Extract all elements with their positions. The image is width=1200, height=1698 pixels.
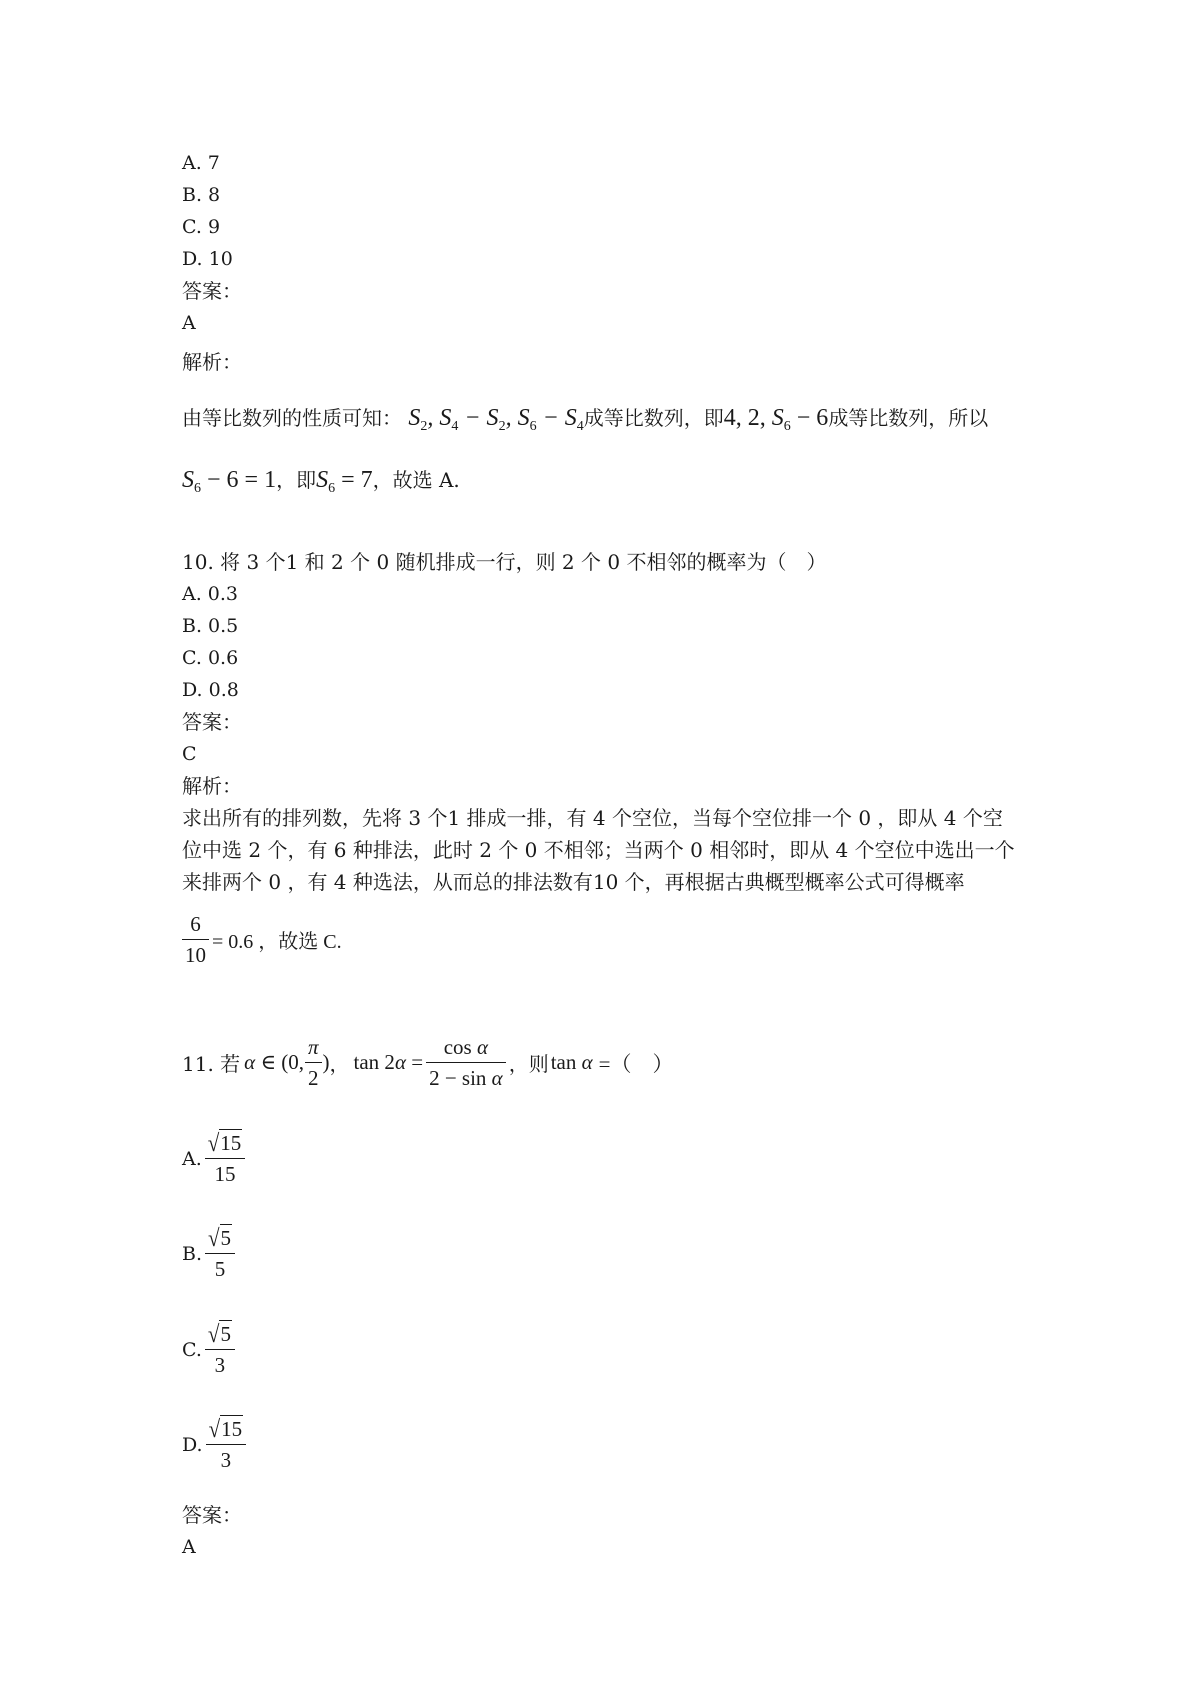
q9-analysis-line2-end: ，故选 A. (372, 468, 460, 492)
q10-analysis-line-2: 位中选 2 个，有 6 种排法，此时 2 个 0 不相邻；当两个 0 相邻时，即从 4 个空位中选出一个 (182, 838, 1015, 862)
q9-analysis-prefix: 由等比数列的性质可知： (182, 406, 402, 430)
q11-answer: A (182, 1536, 196, 1558)
q11-option-c: C. $\frac{√5}{3}$ (182, 1322, 238, 1377)
q11-question: 11. 若 α ∈ (0, $\frac{\pi}{2}$ ) ， tan 2α = $\frac{\text{cos α}}{\text{2 − sin α}}$ ，则 tan α =（ ） (182, 1035, 674, 1090)
q9-analysis-line2-mid: ，即 (276, 468, 317, 492)
q10-final-rest: = 0.6 ，故选 C. (212, 931, 342, 953)
q9-analysis-mid1: 成等比数列，即 (583, 406, 724, 430)
q9-formula-eq2: $S_6 = 7$ (316, 467, 373, 496)
q11-sep1: ， (329, 1052, 350, 1076)
q10-option-d: D. 0.8 (182, 679, 239, 701)
q11-cos-fraction: $\frac{\text{cos α}}{\text{2 − sin α}}$ (426, 1035, 506, 1090)
q11-option-b-fraction: $\frac{√5}{5}$ (205, 1226, 235, 1281)
q10-question: 10. 将 3 个1 和 2 个 0 随机排成一行，则 2 个 0 不相邻的概率为（ ） (182, 550, 827, 574)
q10-answer: C (182, 743, 197, 765)
q11-option-b: B. $\frac{√5}{5}$ (182, 1226, 238, 1281)
q10-option-a: A. 0.3 (182, 583, 239, 605)
q10-final-fraction: $\frac{6}{10}$ (182, 912, 209, 967)
q11-formula-domain: α ∈ (0, (244, 1050, 304, 1074)
q10-analysis-line-3: 来排两个 0 ，有 4 种选法，从而总的排法数有10 个，再根据古典概型概率公式可得概率 (182, 870, 965, 894)
q10-answer-label: 答案： (182, 710, 242, 734)
q11-tail: =（ ） (598, 1051, 674, 1076)
q9-option-d: D. 10 (182, 248, 233, 270)
q11-pi-half: $\frac{\pi}{2}$ (305, 1035, 322, 1090)
q10-final-result (182, 912, 342, 967)
q9-formula-eq1: $S_6 - 6 = 1$ (182, 467, 277, 496)
q10-option-b: B. 0.5 (182, 615, 239, 637)
q9-analysis-line-2 (182, 467, 460, 496)
q11-number: 11. 若 (182, 1052, 241, 1076)
q11-option-a: A. $\frac{√15}{15}$ (182, 1131, 248, 1186)
q11-answer-label: 答案： (182, 1503, 242, 1527)
q9-formula-seq: 4, 2, $S_6 - 6$ (723, 405, 829, 434)
q9-answer: A (182, 312, 196, 334)
q9-answer-label: 答案： (182, 279, 242, 303)
q10-analysis-line-1: 求出所有的排列数，先将 3 个1 排成一排，有 4 个空位，当每个空位排一个 0 ，即从 4 个空 (182, 806, 1003, 830)
q11-option-a-fraction: $\frac{√15}{15}$ (205, 1131, 246, 1186)
q11-option-d-fraction: $\frac{√15}{3}$ (206, 1417, 247, 1472)
q11-formula-tana: tan α (550, 1050, 593, 1074)
q10-option-c: C. 0.6 (182, 647, 239, 669)
q9-option-a: A. 7 (182, 152, 220, 174)
q11-option-c-fraction: $\frac{√5}{3}$ (205, 1322, 235, 1377)
q10-analysis-label: 解析： (182, 774, 242, 798)
q9-analysis-line-1 (182, 405, 989, 434)
q9-option-b: B. 8 (182, 184, 221, 206)
q11-option-d: D. $\frac{√15}{3}$ (182, 1417, 249, 1472)
q9-formula-s: $S_2$, $S_4 - S_2$, $S_6 - S_4$ (408, 405, 584, 434)
q9-analysis-label: 解析： (182, 350, 242, 374)
q11-formula-tan2a: tan 2α = (353, 1050, 424, 1074)
q9-analysis-mid2: 成等比数列，所以 (828, 406, 989, 430)
q9-option-c: C. 9 (182, 216, 221, 238)
q11-sep2: ，则 (508, 1052, 549, 1076)
